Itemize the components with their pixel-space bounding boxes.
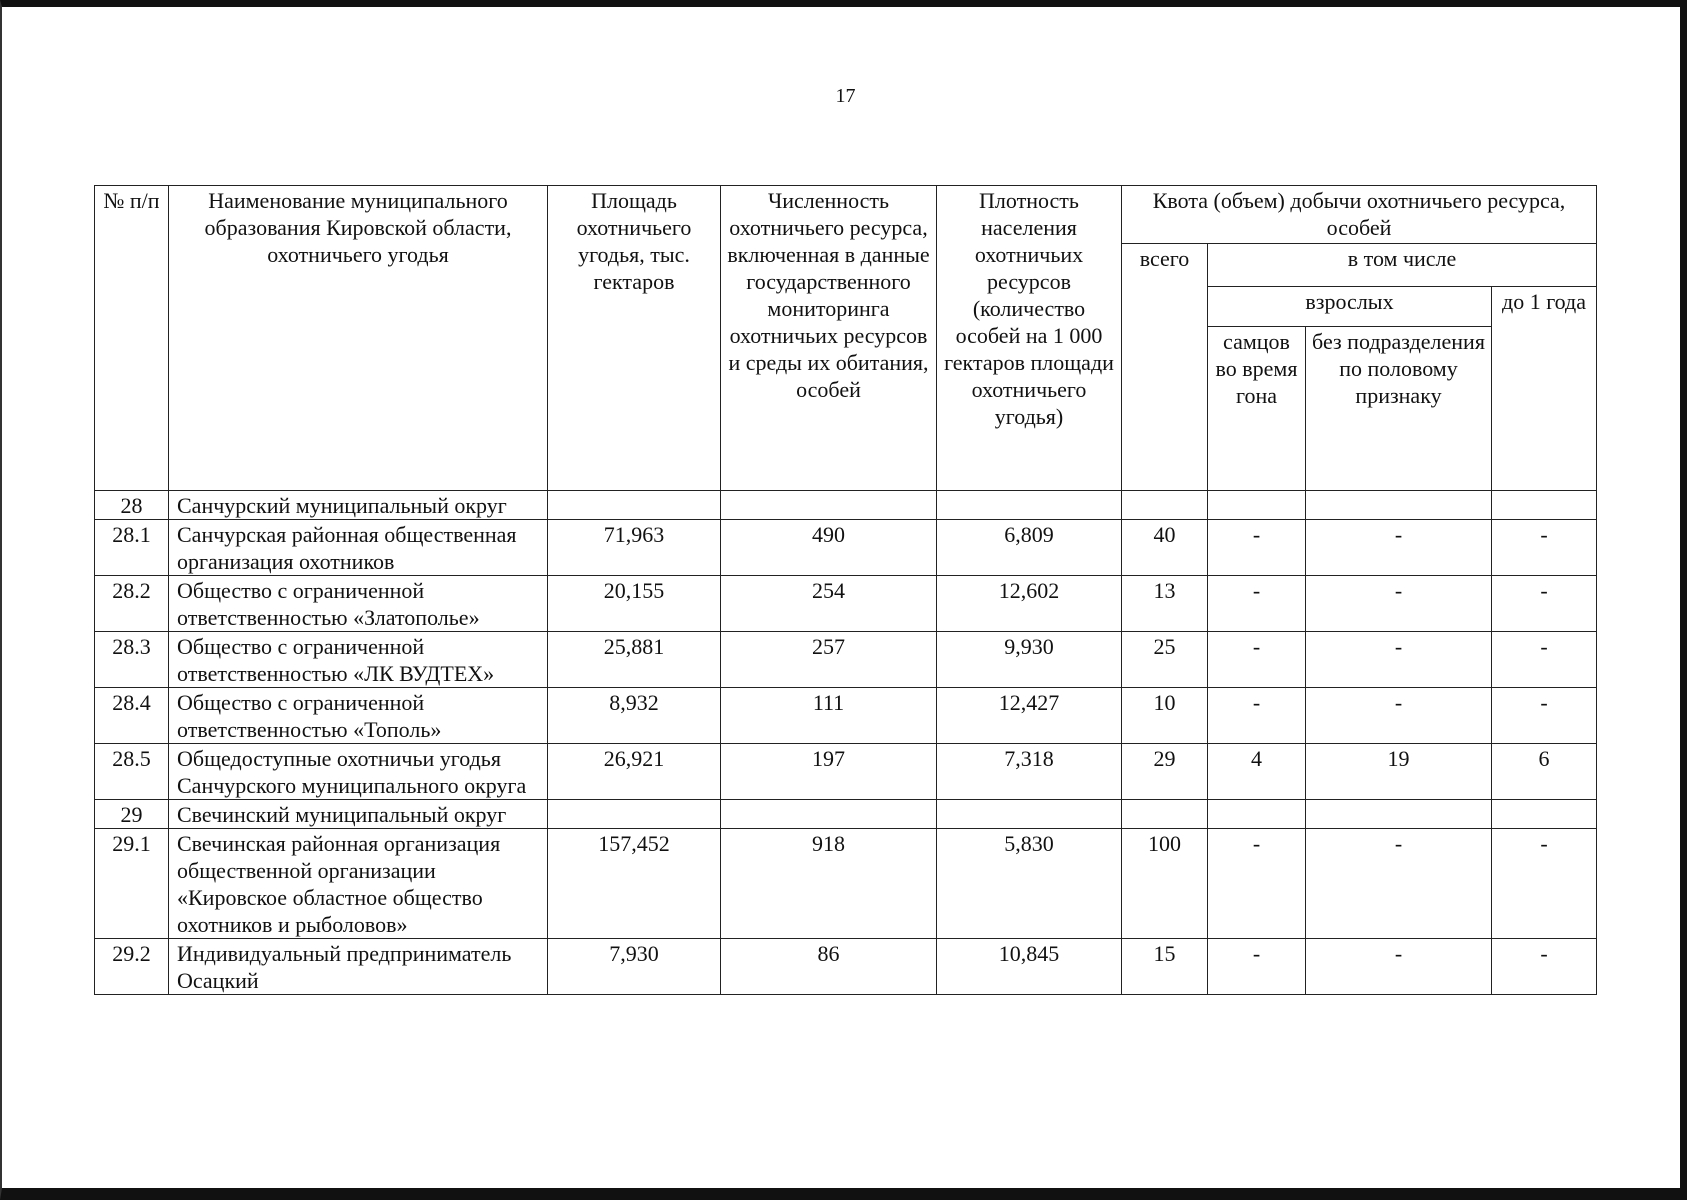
cell-young: - (1492, 688, 1597, 744)
cell-young: 6 (1492, 744, 1597, 800)
cell-area (548, 491, 721, 520)
cell-no-sex: - (1306, 632, 1492, 688)
cell-count: 254 (721, 576, 937, 632)
table-row (95, 688, 1597, 744)
cell-young (1492, 800, 1597, 829)
cell-density: 9,930 (937, 632, 1122, 688)
cell-density (937, 491, 1122, 520)
cell-total: 40 (1122, 520, 1208, 576)
header-males: самцов во время гона (1208, 327, 1306, 491)
cell-total (1122, 491, 1208, 520)
header-count: Численность охотничьего ресурса, включенная в данные государственного мониторинга охотничьих ресурсов и среды их обитания, особей (721, 186, 937, 491)
header-including: в том числе (1208, 244, 1597, 287)
cell-count: 918 (721, 829, 937, 939)
cell-name: Общество с ограниченной ответственностью «ЛК ВУДТЕХ» (169, 632, 548, 688)
cell-name: Санчурский муниципальный округ (169, 491, 548, 520)
cell-males (1208, 491, 1306, 520)
cell-density: 5,830 (937, 829, 1122, 939)
cell-males: - (1208, 829, 1306, 939)
cell-males: - (1208, 576, 1306, 632)
cell-no: 28.2 (95, 576, 169, 632)
cell-no: 28 (95, 491, 169, 520)
table-row (95, 520, 1597, 576)
table-row (95, 632, 1597, 688)
header-quota: Квота (объем) добычи охотничьего ресурса, особей (1122, 186, 1597, 244)
cell-total: 25 (1122, 632, 1208, 688)
header-density: Плотность населения охотничьих ресурсов (количество особей на 1 000 гектаров площади охотничьего угодья) (937, 186, 1122, 491)
header-area: Площадь охотничьего угодья, тыс. гектаров (548, 186, 721, 491)
cell-name: Общедоступные охотничьи угодья Санчурского муниципального округа (169, 744, 548, 800)
cell-no-sex: - (1306, 829, 1492, 939)
cell-name: Общество с ограниченной ответственностью «Тополь» (169, 688, 548, 744)
header-total: всего (1122, 244, 1208, 491)
cell-no-sex: 19 (1306, 744, 1492, 800)
cell-density: 12,427 (937, 688, 1122, 744)
cell-total: 100 (1122, 829, 1208, 939)
cell-young: - (1492, 520, 1597, 576)
table-row (95, 491, 1597, 520)
cell-area: 26,921 (548, 744, 721, 800)
cell-young: - (1492, 576, 1597, 632)
cell-name: Свечинская районная организация общественной организации «Кировское областное общество охотников и рыболовов» (169, 829, 548, 939)
cell-area: 8,932 (548, 688, 721, 744)
cell-name: Индивидуальный предприниматель Осацкий (169, 939, 548, 995)
cell-no-sex: - (1306, 688, 1492, 744)
cell-count: 490 (721, 520, 937, 576)
table-row (95, 576, 1597, 632)
cell-density: 7,318 (937, 744, 1122, 800)
cell-males: - (1208, 632, 1306, 688)
table-row (95, 939, 1597, 995)
header-adults: взрослых (1208, 287, 1492, 327)
cell-density (937, 800, 1122, 829)
cell-young: - (1492, 632, 1597, 688)
cell-total (1122, 800, 1208, 829)
cell-name: Общество с ограниченной ответственностью «Златополье» (169, 576, 548, 632)
cell-area: 157,452 (548, 829, 721, 939)
cell-no: 28.3 (95, 632, 169, 688)
cell-density: 6,809 (937, 520, 1122, 576)
cell-density: 12,602 (937, 576, 1122, 632)
cell-area: 25,881 (548, 632, 721, 688)
cell-males: - (1208, 688, 1306, 744)
cell-no: 28.5 (95, 744, 169, 800)
table-row (95, 744, 1597, 800)
page-number: 17 (835, 85, 856, 107)
cell-area: 71,963 (548, 520, 721, 576)
cell-no-sex: - (1306, 576, 1492, 632)
header-young: до 1 года (1492, 287, 1597, 491)
cell-total: 29 (1122, 744, 1208, 800)
header-no-sex: без подразделения по половому признаку (1306, 327, 1492, 491)
cell-no: 29.1 (95, 829, 169, 939)
header-name: Наименование муниципального образования Кировской области, охотничьего угодья (169, 186, 548, 491)
cell-count: 257 (721, 632, 937, 688)
cell-young: - (1492, 939, 1597, 995)
cell-no: 29.2 (95, 939, 169, 995)
cell-count: 86 (721, 939, 937, 995)
cell-no: 28.4 (95, 688, 169, 744)
table-row (95, 800, 1597, 829)
header-no: № п/п (95, 186, 169, 491)
cell-area: 20,155 (548, 576, 721, 632)
cell-males: - (1208, 520, 1306, 576)
cell-name: Свечинский муниципальный округ (169, 800, 548, 829)
cell-area (548, 800, 721, 829)
cell-total: 10 (1122, 688, 1208, 744)
hunting-quota-table (94, 185, 1597, 995)
cell-males: - (1208, 939, 1306, 995)
cell-density: 10,845 (937, 939, 1122, 995)
cell-males (1208, 800, 1306, 829)
table-row (95, 829, 1597, 939)
table-body (95, 491, 1597, 995)
cell-no-sex: - (1306, 939, 1492, 995)
cell-area: 7,930 (548, 939, 721, 995)
cell-total: 13 (1122, 576, 1208, 632)
cell-no: 29 (95, 800, 169, 829)
cell-young (1492, 491, 1597, 520)
cell-young: - (1492, 829, 1597, 939)
cell-no: 28.1 (95, 520, 169, 576)
cell-total: 15 (1122, 939, 1208, 995)
cell-no-sex (1306, 800, 1492, 829)
cell-count (721, 800, 937, 829)
cell-count: 111 (721, 688, 937, 744)
cell-no-sex (1306, 491, 1492, 520)
cell-no-sex: - (1306, 520, 1492, 576)
cell-name: Санчурская районная общественная организация охотников (169, 520, 548, 576)
cell-males: 4 (1208, 744, 1306, 800)
cell-count: 197 (721, 744, 937, 800)
cell-count (721, 491, 937, 520)
